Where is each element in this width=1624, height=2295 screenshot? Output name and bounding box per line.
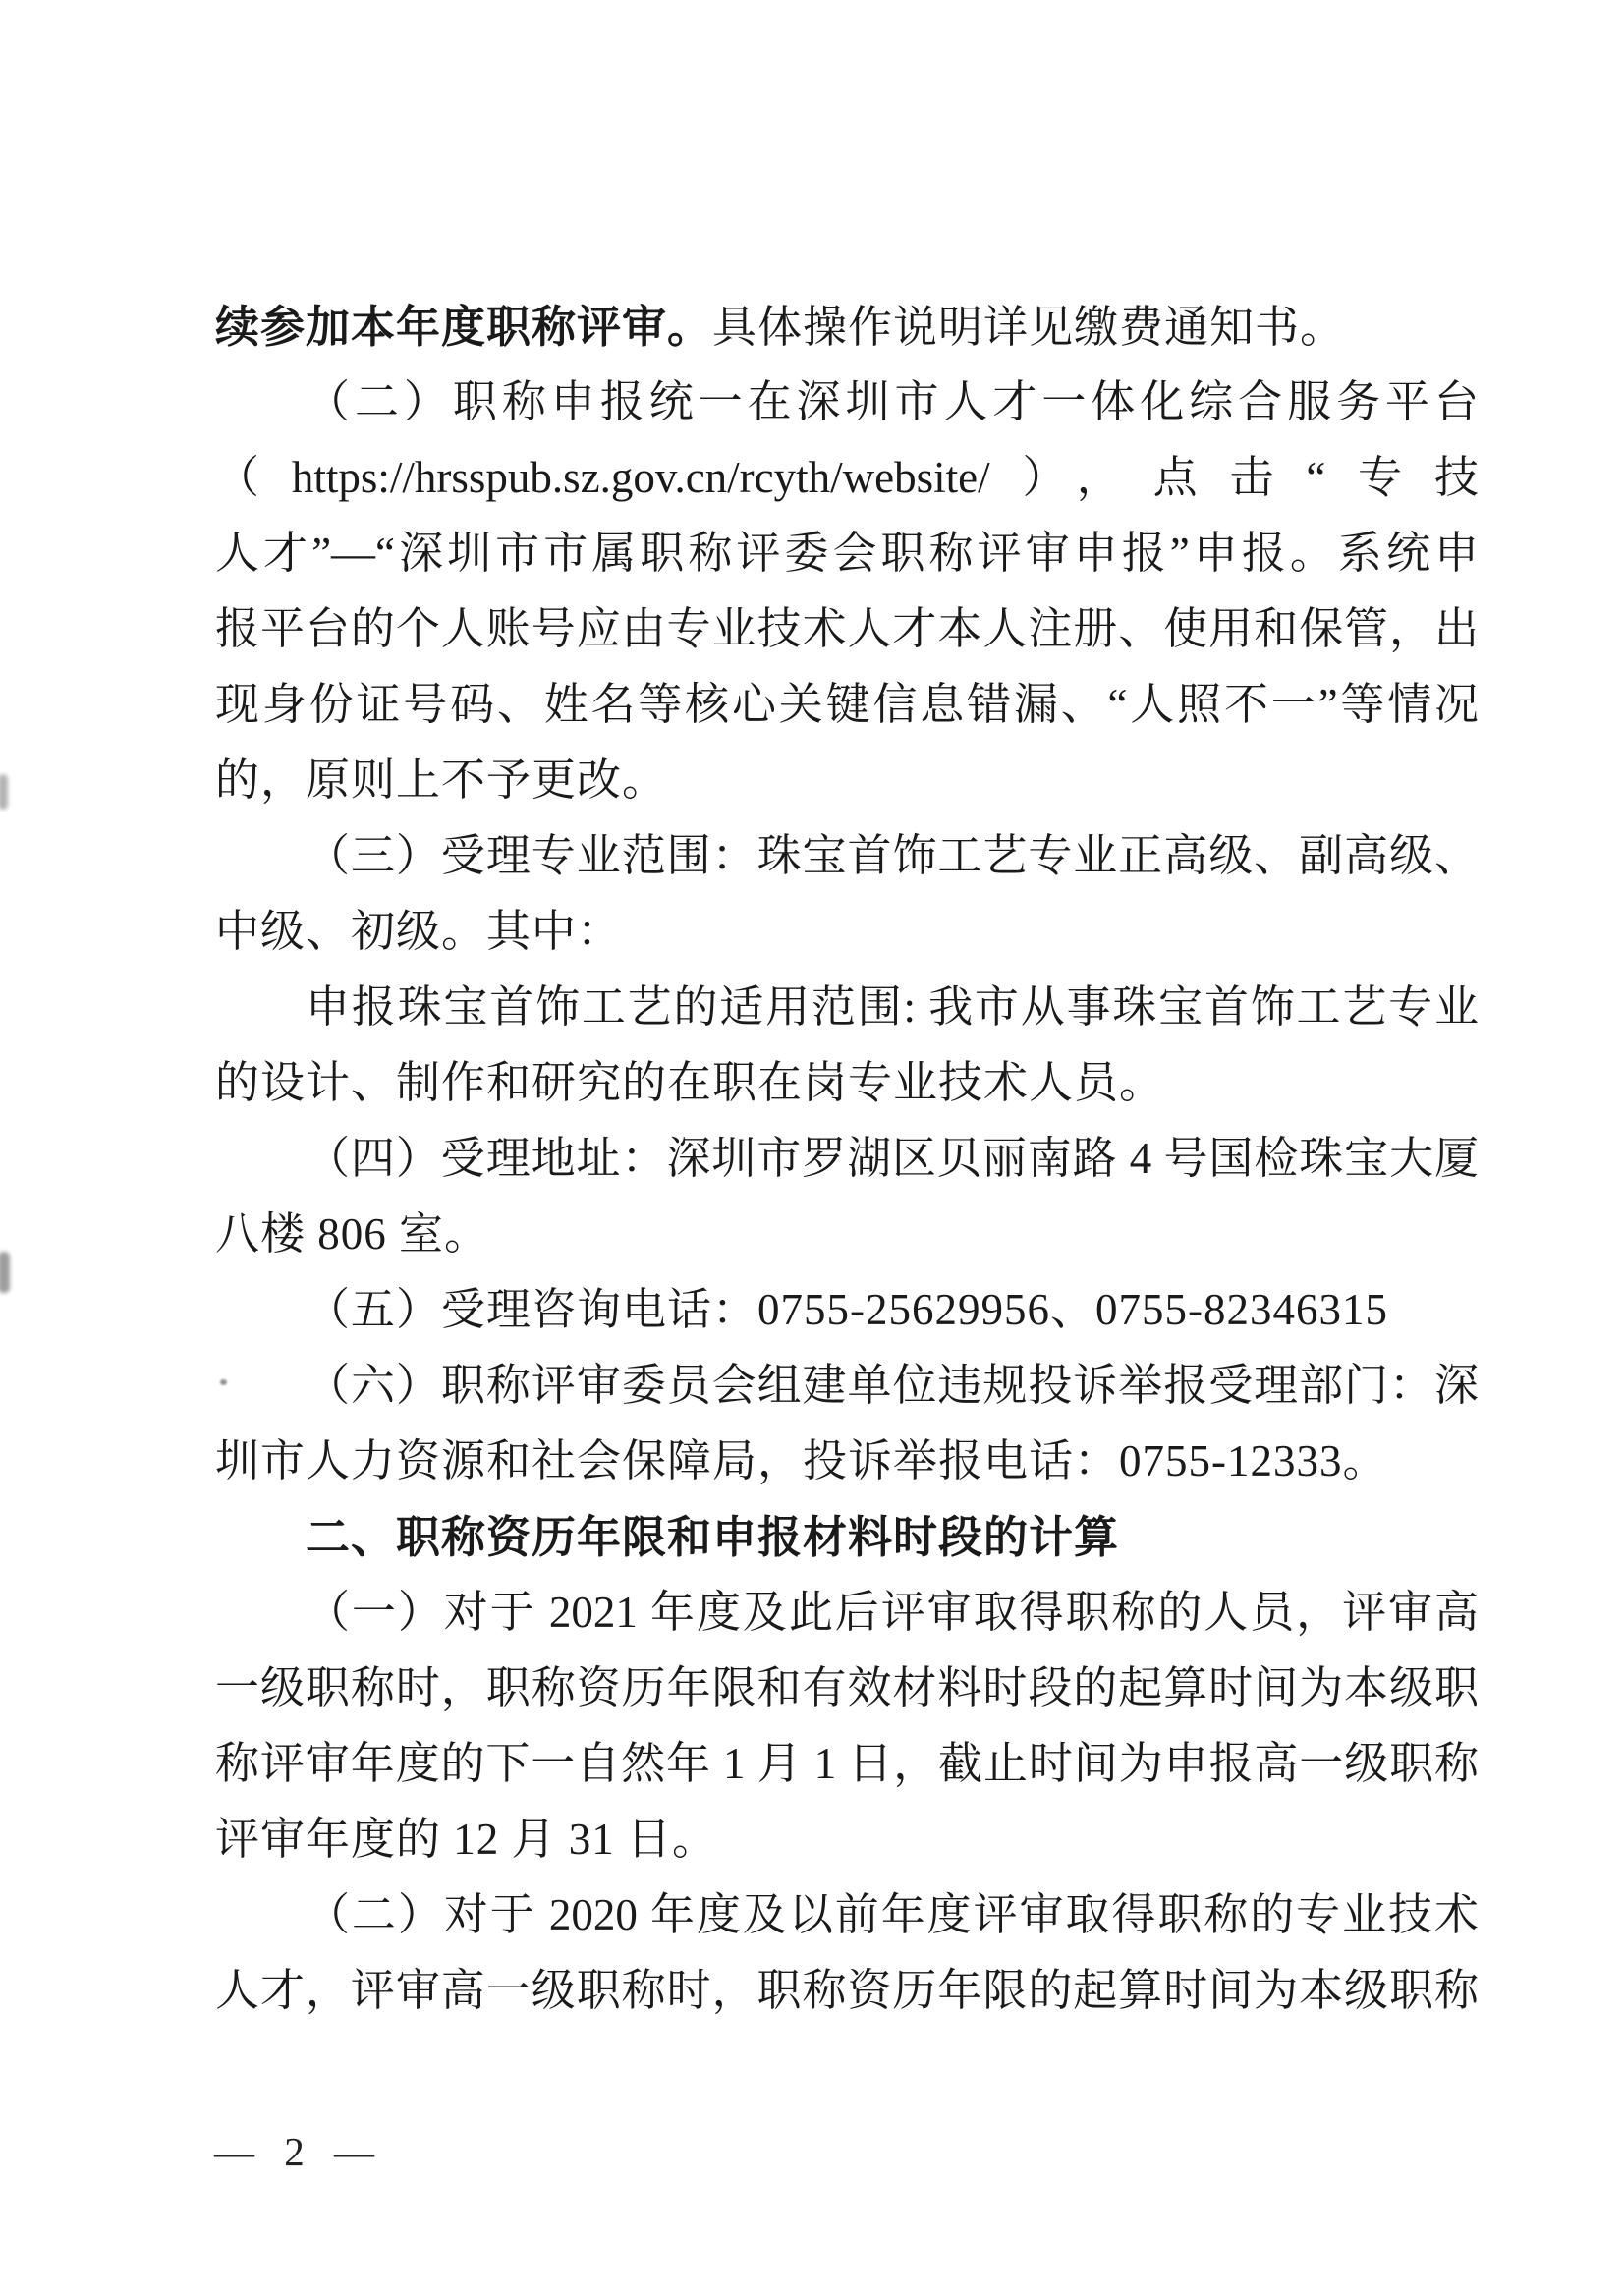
- section-heading: 二、职称资历年限和申报材料时段的计算: [306, 1512, 1120, 1562]
- text-line: 的，原则上不予更改。: [215, 756, 668, 805]
- text-line: 申报珠宝首饰工艺的适用范围: 我市从事珠宝首饰工艺专业: [306, 982, 1479, 1032]
- text-line: （二）职称申报统一在深圳市人才一体化综合服务平台: [306, 377, 1479, 426]
- text-line: 圳市人力资源和社会保障局，投诉举报电话：0755-12333。: [215, 1436, 1388, 1485]
- text-line: （五）受理咨询电话：0755-25629956、0755-82346315: [306, 1285, 1388, 1334]
- text-line: （一）对于 2021 年度及此后评审取得职称的人员，评审高: [306, 1588, 1479, 1637]
- text-line: 评审年度的 12 月 31 日。: [215, 1815, 718, 1864]
- text-line: 中级、初级。其中：: [215, 907, 623, 956]
- page-number: — 2 —: [214, 2129, 376, 2174]
- scan-artifact: [220, 1379, 227, 1385]
- body-run: 具体操作说明详见缴费通知书。: [712, 303, 1346, 352]
- text-line: 人才，评审高一级职称时，职称资历年限的起算时间为本级职称: [215, 1966, 1479, 2015]
- bold-run: 续参加本年度职称评审。: [215, 302, 713, 352]
- scan-artifact: [0, 774, 8, 810]
- document-body: [215, 289, 1479, 2029]
- text-line: [215, 289, 1479, 364]
- text-line: 人才”—“深圳市市属职称评委会职称评审申报”申报。系统申: [215, 529, 1479, 578]
- text-line: 八楼 806 室。: [215, 1209, 490, 1259]
- text-line: 的设计、制作和研究的在职在岗专业技术人员。: [215, 1058, 1165, 1107]
- text-line: 报平台的个人账号应由专业技术人才本人注册、使用和保管，出: [215, 604, 1479, 653]
- text-line: 称评审年度的下一自然年 1 月 1 日，截止时间为申报高一级职称: [215, 1739, 1479, 1788]
- text-line: （https://hrsspub.sz.gov.cn/rcyth/website/），点击“专技: [215, 453, 1479, 502]
- text-line: （三）受理专业范围：珠宝首饰工艺专业正高级、副高级、: [306, 831, 1479, 880]
- text-line: （四）受理地址：深圳市罗湖区贝丽南路 4 号国检珠宝大厦: [306, 1134, 1479, 1183]
- text-line: 现身份证号码、姓名等核心关键信息错漏、“人照不一”等情况: [215, 680, 1479, 729]
- text-line: 一级职称时，职称资历年限和有效材料时段的起算时间为本级职: [215, 1663, 1479, 1712]
- text-line: （六）职称评审委员会组建单位违规投诉举报受理部门：深: [306, 1361, 1479, 1410]
- scan-artifact: [0, 1252, 10, 1293]
- text-line: （二）对于 2020 年度及以前年度评审取得职称的专业技术: [306, 1890, 1479, 1939]
